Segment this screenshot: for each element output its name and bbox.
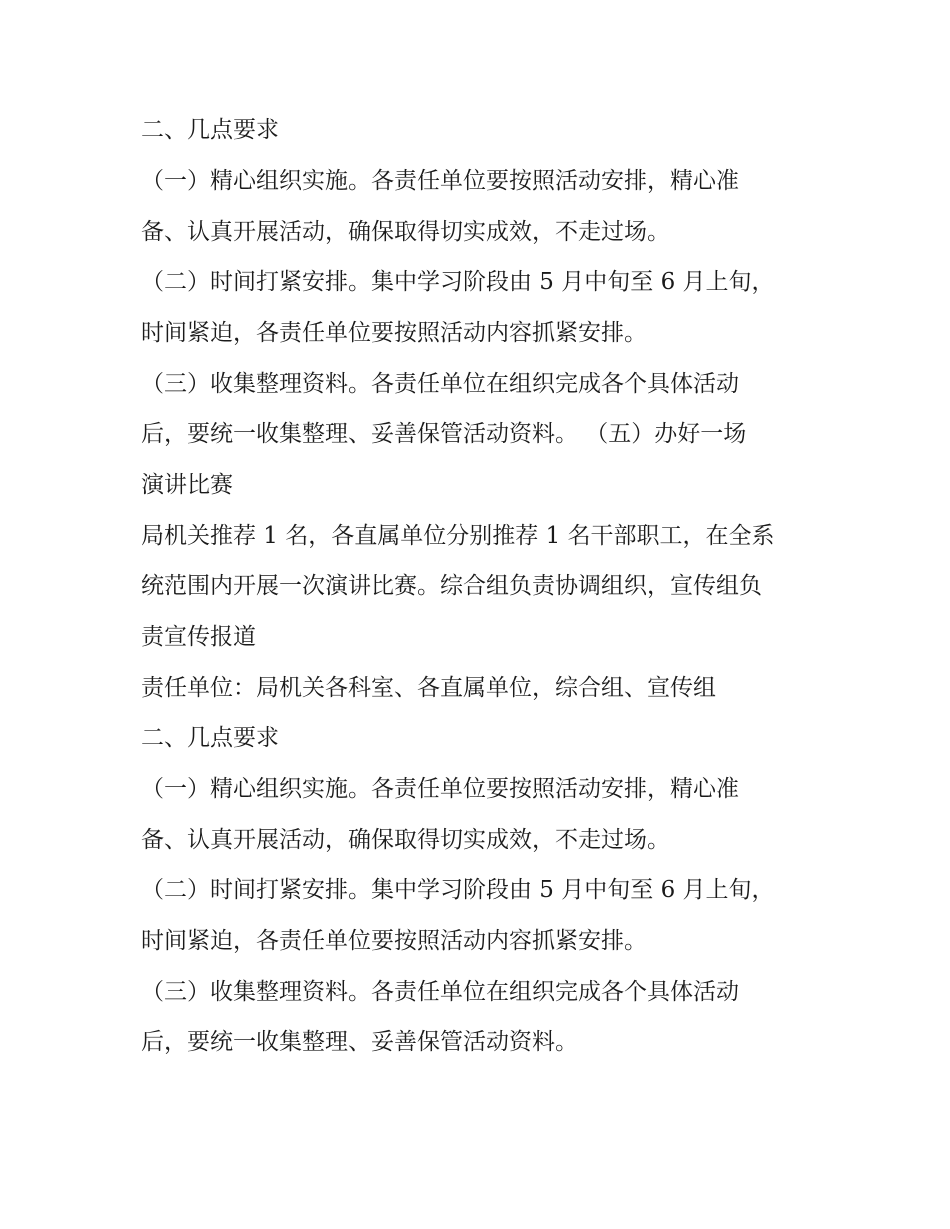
paragraph-line: 演讲比赛 (141, 472, 233, 498)
paragraph-line: 后，要统一收集整理、妥善保管活动资料。 (141, 1029, 578, 1055)
section-heading: 二、几点要求 (141, 725, 279, 751)
paragraph-line: 责任单位：局机关各科室、各直属单位，综合组、宣传组 (141, 675, 716, 701)
paragraph-line: 统范围内开展一次演讲比赛。综合组负责协调组织，宣传组负 (141, 573, 762, 599)
paragraph-line: （一）精心组织实施。各责任单位要按照活动安排，精心准 (141, 168, 739, 194)
paragraph-line: 局机关推荐 1 名，各直属单位分别推荐 1 名干部职工，在全系 (141, 523, 775, 549)
paragraph-line: （三）收集整理资料。各责任单位在组织完成各个具体活动 (141, 979, 739, 1005)
paragraph-line: 备、认真开展活动，确保取得切实成效，不走过场。 (141, 827, 670, 853)
paragraph-line: （二）时间打紧安排。集中学习阶段由 5 月中旬至 6 月上旬， (141, 877, 775, 903)
paragraph-line: 责宣传报道 (141, 624, 256, 650)
paragraph-line: （一）精心组织实施。各责任单位要按照活动安排，精心准 (141, 776, 739, 802)
paragraph-line: （二）时间打紧安排。集中学习阶段由 5 月中旬至 6 月上旬， (141, 269, 775, 295)
section-heading: 二、几点要求 (141, 117, 279, 143)
paragraph-line: 备、认真开展活动，确保取得切实成效，不走过场。 (141, 219, 670, 245)
paragraph-line: 时间紧迫，各责任单位要按照活动内容抓紧安排。 (141, 928, 647, 954)
paragraph-line: （三）收集整理资料。各责任单位在组织完成各个具体活动 (141, 371, 739, 397)
paragraph-line: 后，要统一收集整理、妥善保管活动资料。 （五）办好一场 (141, 421, 747, 447)
paragraph-line: 时间紧迫，各责任单位要按照活动内容抓紧安排。 (141, 320, 647, 346)
